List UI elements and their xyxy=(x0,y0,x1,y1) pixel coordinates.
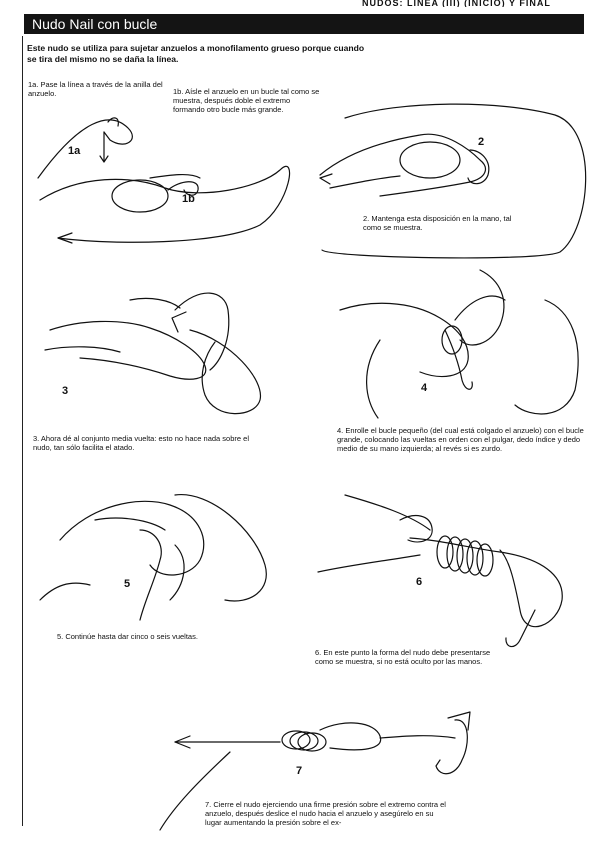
illustration-step-4 xyxy=(340,270,578,418)
figure-label-2: 2 xyxy=(478,136,485,148)
caption-step-1b: 1b. Aísle el anzuelo en un bucle tal como se muestra, después doble el extremo formando otro bucle más grande. xyxy=(173,87,320,115)
caption-step-4: 4. Enrolle el bucle pequeño (del cual está colgado el anzuelo) con el bucle grande, colocando las vueltas en orden con el pulgar, dedo índice y dedo medio de su mano izquierda; al revés si es zurdo. xyxy=(337,426,584,454)
illustration-step-1 xyxy=(38,118,290,243)
caption-step-2: 2. Mantenga esta disposición en la mano, tal como se muestra. xyxy=(363,214,512,233)
caption-step-1a: 1a. Pase la línea a través de la anilla del anzuelo. xyxy=(28,80,163,99)
caption-step-6: 6. En este punto la forma del nudo debe presentarse como se muestra, si no está oculto por las manos. xyxy=(315,648,491,667)
figure-label-7: 7 xyxy=(296,765,303,777)
illustration-step-3 xyxy=(45,293,260,414)
illustration-step-7 xyxy=(160,712,470,830)
intro-paragraph: Este nudo se utiliza para sujetar anzuelos a monofilamento grueso porque cuando se tira del mismo no se daña la línea. xyxy=(27,43,365,64)
page-title: Nudo Nail con bucle xyxy=(24,14,584,34)
figure-label-3: 3 xyxy=(62,385,69,397)
caption-step-7: 7. Cierre el nudo ejerciendo una firme presión sobre el extremo contra el anzuelo, después deslice el nudo hacia el anzuelo y asegúrelo en su lugar aumentando la presión sobre el ex- xyxy=(205,800,446,828)
figure-label-6: 6 xyxy=(416,576,423,588)
illustration-step-5 xyxy=(40,495,266,620)
caption-step-3: 3. Ahora dé al conjunto media vuelta: esto no hace nada sobre el nudo, tan sólo facilita el atado. xyxy=(33,434,249,453)
figure-label-1b: 1b xyxy=(182,193,195,205)
running-header-fragment: NUDOS: LINEA (III) (INICIO) Y FINAL xyxy=(362,0,551,7)
caption-step-5: 5. Continúe hasta dar cinco o seis vueltas. xyxy=(57,632,198,641)
figure-label-4: 4 xyxy=(421,382,428,394)
figure-label-1a: 1a xyxy=(68,145,81,157)
illustration-step-2 xyxy=(320,104,586,258)
figure-label-5: 5 xyxy=(124,578,131,590)
illustration-step-6 xyxy=(318,495,562,647)
